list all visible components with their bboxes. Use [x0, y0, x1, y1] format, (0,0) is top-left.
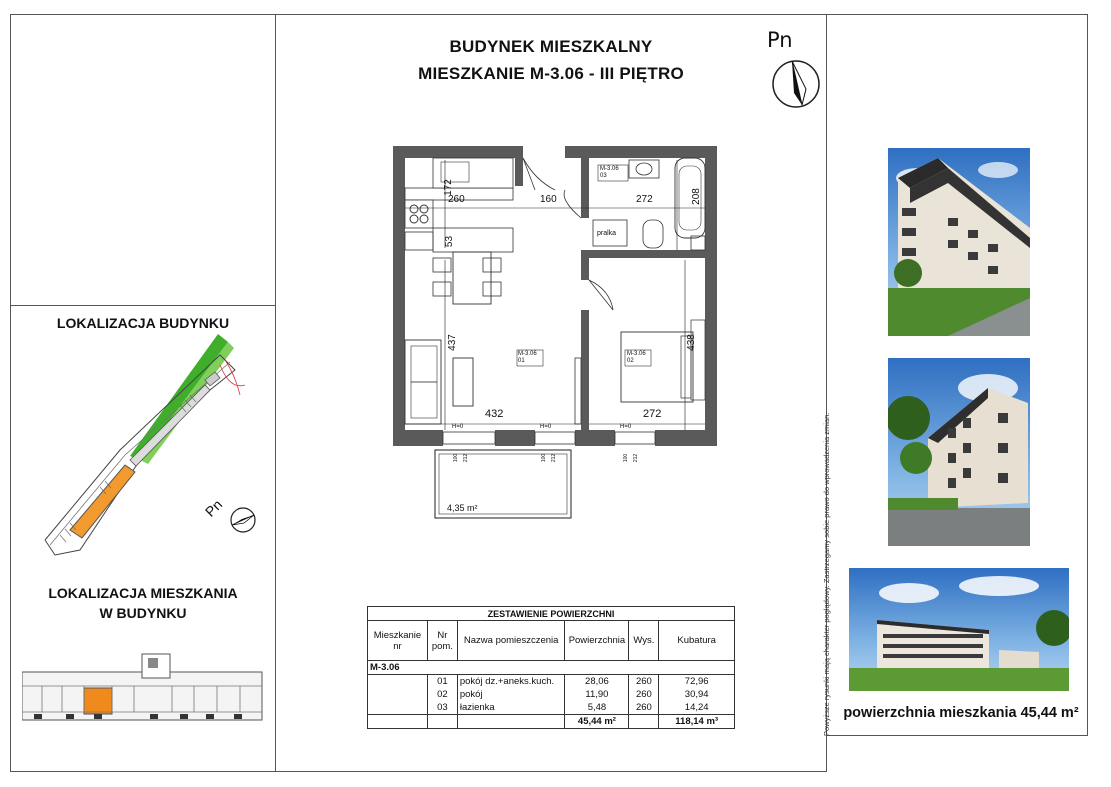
window-3-dim-a: 100	[623, 453, 630, 463]
total-area: 45,44 m²	[565, 715, 629, 729]
row-height: 260	[629, 688, 659, 701]
disclaimer-text: Powyższe rysunki mają charakter poglądowy. Zastrzegamy sobie prawo do wprowadzenia zmian.	[822, 412, 831, 736]
north-label: Pn	[767, 28, 793, 52]
header-volume: Kubatura	[659, 621, 735, 661]
table-row	[368, 675, 735, 689]
row-area: 28,06	[565, 675, 629, 689]
row-height: 260	[629, 675, 659, 689]
apartment-number: M-3.06	[368, 661, 735, 675]
dim-272-bottom: 272	[643, 408, 662, 420]
dim-260: 260	[448, 194, 465, 205]
window-1-dim-a: 100	[453, 453, 460, 463]
header-height: Wys.	[629, 621, 659, 661]
window-1-dim-b: 212	[463, 453, 470, 463]
row-height: 260	[629, 701, 659, 715]
site-north-arrow-icon	[228, 505, 258, 535]
table-row	[368, 688, 735, 701]
dim-208: 208	[690, 188, 702, 205]
window-2-tag: H=0	[540, 424, 552, 430]
floor-key-plan	[22, 650, 267, 725]
total-volume: 118,14 m³	[659, 715, 735, 729]
window-1-tag: H=0	[452, 424, 464, 430]
room-02-tag: M-3.06 02	[627, 351, 646, 364]
room-03-tag: M-3.06 03	[600, 166, 619, 179]
window-3-tag: H=0	[620, 424, 632, 430]
row-no: 02	[427, 688, 457, 701]
row-name: pokój	[457, 688, 565, 701]
dim-53: 53	[444, 235, 456, 248]
dim-160: 160	[540, 194, 557, 205]
header-room-no: Nr pom.	[427, 621, 457, 661]
title-line1: BUDYNEK MIESZKALNY	[449, 37, 653, 56]
row-name: pokój dz.+aneks.kuch.	[457, 675, 565, 689]
dim-172: 172	[442, 179, 454, 196]
balcony-area: 4,35 m²	[447, 503, 478, 513]
north-arrow-icon	[766, 27, 826, 112]
apartment-area-caption: powierzchnia mieszkania 45,44 m²	[843, 705, 1079, 721]
dim-438: 438	[685, 334, 697, 351]
building-photo-3	[849, 568, 1069, 691]
apartment-location-line1: LOKALIZACJA MIESZKANIA	[48, 585, 238, 601]
row-area: 5,48	[565, 701, 629, 715]
building-location-label: LOKALIZACJA BUDYNKU	[56, 315, 230, 331]
header-area: Powierzchnia	[565, 621, 629, 661]
row-volume: 14,24	[659, 701, 735, 715]
row-no: 03	[427, 701, 457, 715]
window-2-dim-b: 212	[551, 453, 558, 463]
site-north-label: Pn	[201, 496, 226, 520]
row-no: 01	[427, 675, 457, 689]
title-line2: MIESZKANIE M-3.06 - III PIĘTRO	[418, 64, 684, 83]
dim-272-top: 272	[636, 194, 653, 205]
row-name: łazienka	[457, 701, 565, 715]
table-title: ZESTAWIENIE POWIERZCHNI	[368, 607, 735, 621]
row-volume: 30,94	[659, 688, 735, 701]
washer-label: pralka	[597, 230, 617, 237]
apartment-location-line2: W BUDYNKU	[99, 605, 187, 621]
window-2-dim-a: 100	[541, 453, 548, 463]
area-summary-table	[367, 606, 735, 729]
header-apartment: Mieszkanie nr	[368, 621, 428, 661]
dim-437: 437	[446, 334, 458, 351]
row-volume: 72,96	[659, 675, 735, 689]
building-photo-1	[888, 148, 1030, 336]
table-row	[368, 701, 735, 715]
window-3-dim-b: 212	[633, 453, 640, 463]
building-photo-2	[888, 358, 1030, 546]
room-01-tag: M-3.06 01	[518, 351, 537, 364]
dim-432: 432	[485, 408, 504, 420]
row-area: 11,90	[565, 688, 629, 701]
left-divider	[10, 305, 276, 306]
header-room-name: Nazwa pomieszczenia	[457, 621, 565, 661]
